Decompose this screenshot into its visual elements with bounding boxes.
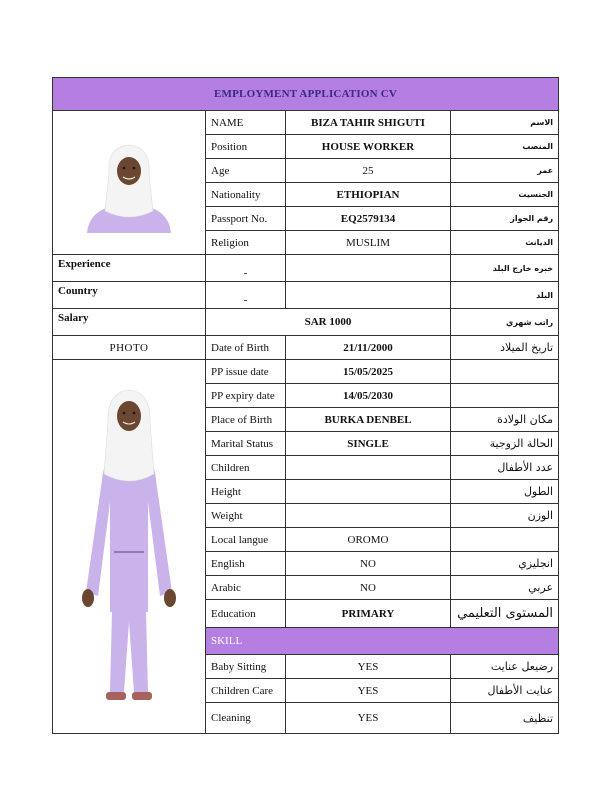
field-value: ETHIOPIAN bbox=[286, 183, 451, 207]
field-value bbox=[286, 456, 451, 480]
field-label-arabic: عمر bbox=[451, 159, 559, 183]
skill-value: YES bbox=[286, 655, 451, 679]
field-label-arabic: انجليزي bbox=[451, 552, 559, 576]
salary-label: Salary bbox=[53, 309, 206, 336]
salary-label-arabic: راتب شهري bbox=[451, 309, 559, 336]
dob-row bbox=[53, 336, 559, 360]
country-blank bbox=[286, 282, 451, 309]
field-label-arabic: الوزن bbox=[451, 504, 559, 528]
field-label-arabic: رقم الجواز bbox=[451, 207, 559, 231]
field-label-arabic: الطول bbox=[451, 480, 559, 504]
experience-value: - bbox=[206, 255, 286, 282]
portrait-photo bbox=[53, 111, 206, 255]
field-value: EQ2579134 bbox=[286, 207, 451, 231]
field-value: 15/05/2025 bbox=[286, 360, 451, 384]
field-value: NO bbox=[286, 552, 451, 576]
cv-sheet bbox=[52, 77, 558, 734]
experience-label: Experience bbox=[53, 255, 206, 282]
skill-label: Cleaning bbox=[206, 703, 286, 734]
skill-label-arabic: تنظيف bbox=[451, 703, 559, 734]
personal-row bbox=[53, 111, 559, 135]
field-label: Nationality bbox=[206, 183, 286, 207]
skill-header: SKILL bbox=[206, 628, 559, 655]
field-label-arabic: الحالة الزوجية bbox=[451, 432, 559, 456]
field-label: English bbox=[206, 552, 286, 576]
skill-value: YES bbox=[286, 703, 451, 734]
salary-value: SAR 1000 bbox=[206, 309, 451, 336]
country-value: - bbox=[206, 282, 286, 309]
education-label: Education bbox=[206, 600, 286, 628]
field-label: PP expiry date bbox=[206, 384, 286, 408]
photo-label: PHOTO bbox=[53, 336, 206, 360]
experience-blank bbox=[286, 255, 451, 282]
full-body-image bbox=[74, 382, 184, 712]
field-label: Age bbox=[206, 159, 286, 183]
dob-label-arabic: تاريخ الميلاد bbox=[451, 336, 559, 360]
field-label-arabic: عدد الأطفال bbox=[451, 456, 559, 480]
field-label-arabic: مكان الولادة bbox=[451, 408, 559, 432]
field-label: Religion bbox=[206, 231, 286, 255]
field-value bbox=[286, 480, 451, 504]
field-label-arabic: عربي bbox=[451, 576, 559, 600]
field-value: BIZA TAHIR SHIGUTI bbox=[286, 111, 451, 135]
field-value: SINGLE bbox=[286, 432, 451, 456]
field-value: 14/05/2030 bbox=[286, 384, 451, 408]
field-label-arabic: الديانت bbox=[451, 231, 559, 255]
field-label: Position bbox=[206, 135, 286, 159]
experience-label-arabic: خبره خارج البلد bbox=[451, 255, 559, 282]
country-label-arabic: البلد bbox=[451, 282, 559, 309]
field-label: Height bbox=[206, 480, 286, 504]
salary-row bbox=[53, 309, 559, 336]
field-label-arabic bbox=[451, 528, 559, 552]
field-label: Local langue bbox=[206, 528, 286, 552]
field-label: Children bbox=[206, 456, 286, 480]
field-value: OROMO bbox=[286, 528, 451, 552]
field-value bbox=[286, 504, 451, 528]
education-value: PRIMARY bbox=[286, 600, 451, 628]
field-label-arabic bbox=[451, 384, 559, 408]
field-label: Arabic bbox=[206, 576, 286, 600]
experience-row bbox=[53, 255, 559, 282]
dob-value: 21/11/2000 bbox=[286, 336, 451, 360]
field-label: Passport No. bbox=[206, 207, 286, 231]
field-label-arabic bbox=[451, 360, 559, 384]
page-title: EMPLOYMENT APPLICATION CV bbox=[53, 78, 559, 111]
full-body-photo bbox=[53, 360, 206, 734]
skill-label-arabic: عنايت الأطفال bbox=[451, 679, 559, 703]
field-label-arabic: الجنسيت bbox=[451, 183, 559, 207]
field-label: PP issue date bbox=[206, 360, 286, 384]
field-label: NAME bbox=[206, 111, 286, 135]
country-label: Country bbox=[53, 282, 206, 309]
field-value: HOUSE WORKER bbox=[286, 135, 451, 159]
skill-label-arabic: رضيعل عنايت bbox=[451, 655, 559, 679]
field-value: 25 bbox=[286, 159, 451, 183]
portrait-image bbox=[79, 133, 179, 233]
cv-table bbox=[52, 77, 559, 734]
education-label-arabic: المستوى التعليمي bbox=[451, 600, 559, 628]
skill-value: YES bbox=[286, 679, 451, 703]
field-label-arabic: الاسم bbox=[451, 111, 559, 135]
field-label: Marital Status bbox=[206, 432, 286, 456]
country-row bbox=[53, 282, 559, 309]
field-value: MUSLIM bbox=[286, 231, 451, 255]
field-label: Weight bbox=[206, 504, 286, 528]
field-label: Place of Birth bbox=[206, 408, 286, 432]
skill-label: Baby Sitting bbox=[206, 655, 286, 679]
skill-label: Children Care bbox=[206, 679, 286, 703]
field-value: BURKA DENBEL bbox=[286, 408, 451, 432]
dob-label: Date of Birth bbox=[206, 336, 286, 360]
field-label-arabic: المنصب bbox=[451, 135, 559, 159]
field-value: NO bbox=[286, 576, 451, 600]
detail-row bbox=[53, 360, 559, 384]
